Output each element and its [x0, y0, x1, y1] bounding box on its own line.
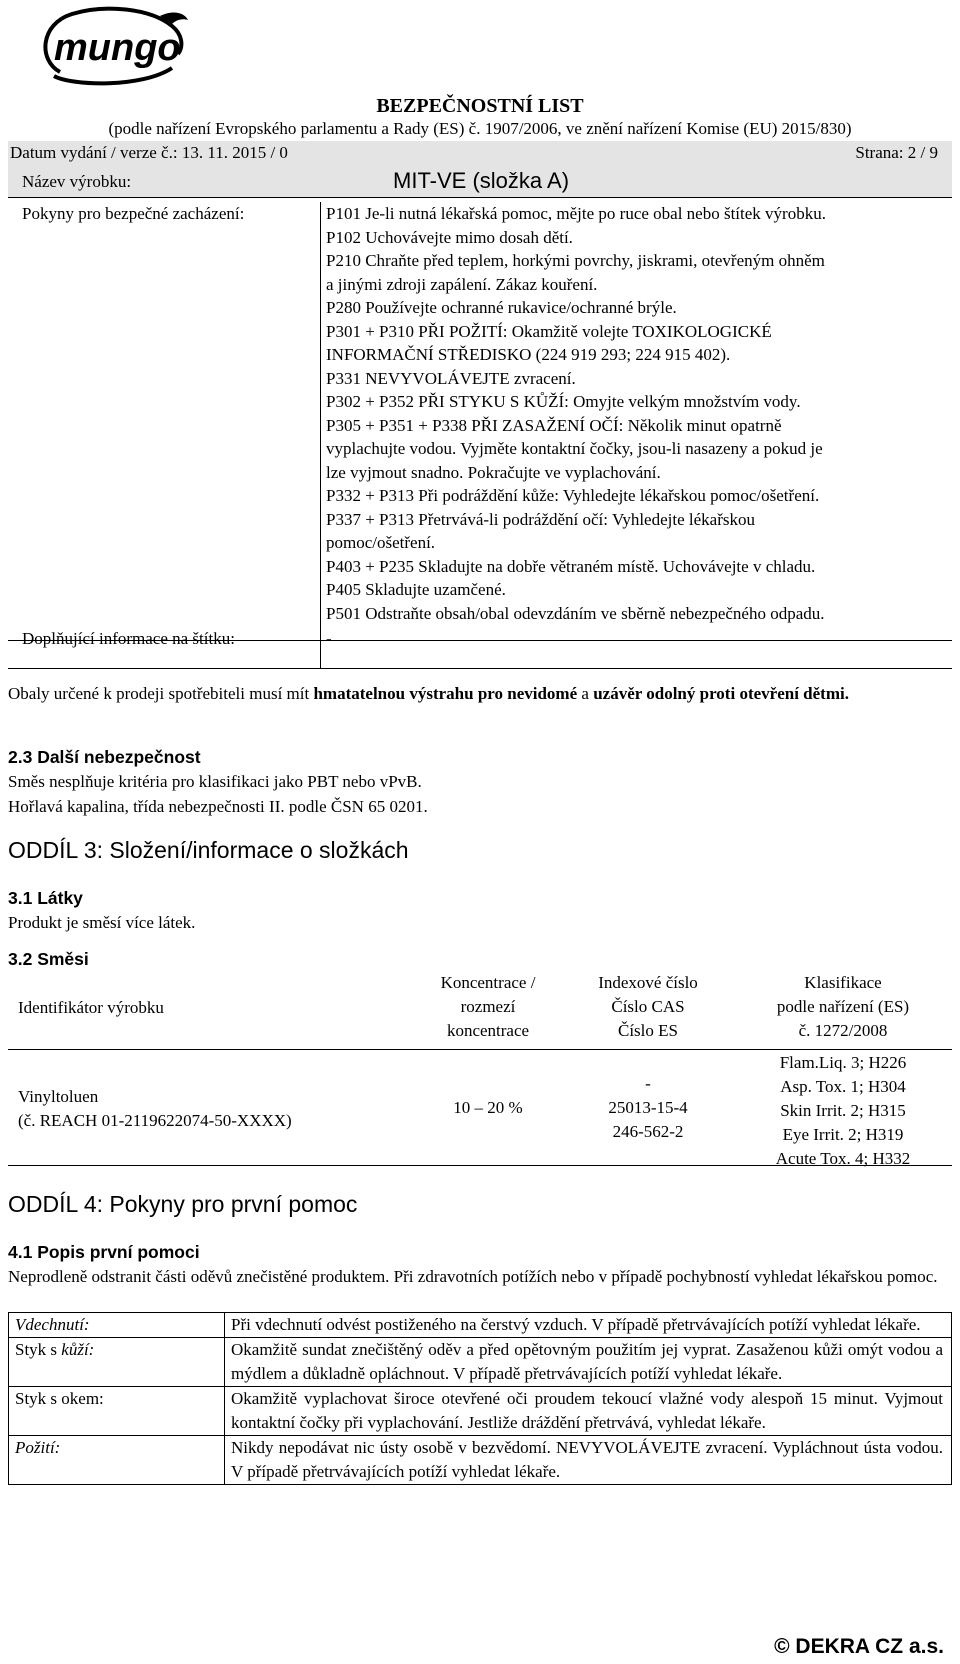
product-name: MIT-VE (složka A)	[393, 168, 570, 193]
issue-row	[8, 141, 952, 165]
table-row	[8, 1312, 952, 1338]
es-number: 246-562-2	[612, 1122, 684, 1141]
safety-instruction-line: P403 + P235 Skladujte na dobře větraném místě. Uchovávejte v chladu.	[326, 556, 816, 576]
section-4-1-title: 4.1 Popis první pomoci	[8, 1242, 200, 1262]
index-number: -	[645, 1074, 651, 1093]
issue-date: Datum vydání / verze č.: 13. 11. 2015 / 0	[10, 143, 288, 162]
table-row	[8, 1387, 952, 1436]
mixtures-table	[8, 965, 952, 1168]
safety-instruction-line: a jinými zdroji zapálení. Zákaz kouření.	[326, 274, 598, 294]
header-identifier: Identifikátor výrobku	[18, 998, 164, 1017]
reach-number: (č. REACH 01-2119622074-50-XXXX)	[18, 1111, 292, 1130]
table-row	[18, 1085, 292, 1133]
copyright: © DEKRA CZ a.s.	[774, 1635, 944, 1658]
safety-instruction-line: P305 + P351 + P338 PŘI ZASAŽENÍ OČÍ: Několik minut opatrně	[326, 415, 782, 435]
section-2-3-line-1: Směs nesplňuje kritéria pro klasifikaci jako PBT nebo vPvB.	[8, 772, 422, 791]
first-aid-text: Při vdechnutí odvést postiženého na čerstvý vzduch. V případě přetrvávajících potíží vyhledat lékaře.	[225, 1313, 952, 1337]
product-label: Název výrobku:	[22, 172, 132, 191]
safety-instruction-line: P280 Používejte ochranné rukavice/ochranné brýle.	[326, 298, 677, 317]
section-2-3-title: 2.3 Další nebezpečnost	[8, 747, 201, 767]
document-title: BEZPEČNOSTNÍ LIST	[376, 95, 584, 117]
section-3-1-text: Produkt je směsí více látek.	[8, 913, 196, 932]
product-row	[8, 165, 952, 198]
section-3-title: ODDÍL 3: Složení/informace o složkách	[8, 837, 409, 863]
header-index: Indexové číslo Číslo CAS Číslo ES	[598, 973, 698, 1040]
document-header	[8, 0, 952, 200]
identifiers-cell	[568, 1072, 728, 1144]
concentration-value: 10 – 20 %	[453, 1098, 523, 1117]
safety-instruction-line: vyplachujte vodou. Vyjměte kontaktní čočky, jsou-li nasazeny a pokud je	[326, 439, 823, 458]
safety-instruction-line: INFORMAČNÍ STŘEDISKO (224 919 293; 224 915 402).	[326, 345, 731, 364]
first-aid-label: Vdechnutí:	[8, 1313, 225, 1337]
divider	[8, 668, 952, 669]
first-aid-label: Požití:	[8, 1436, 225, 1484]
safety-instruction-line: P302 + P352 PŘI STYKU S KŮŽÍ: Omyjte velkým množstvím vody.	[326, 392, 801, 411]
safety-instruction-line: P331 NEVYVOLÁVEJTE zvracení.	[326, 368, 576, 388]
packaging-note: Obaly určené k prodeji spotřebiteli musí mít hmatatelnou výstrahu pro nevidomé a uzávěr odolný proti otevření dětmi.	[8, 684, 849, 703]
safety-instruction-line: P102 Uchovávejte mimo dosah dětí.	[326, 227, 573, 247]
first-aid-text: Okamžitě sundat znečištěný oděv a před opětovným použitím jej vyprat. Zasaženou kůži omýt vodou a mýdlem a důkladně opláchnout. V případě přetrvávajících potíží vyhledat lékaře.	[225, 1338, 952, 1386]
section-3-2-title: 3.2 Směsi	[8, 949, 89, 969]
section-2-3-line-2: Hořlavá kapalina, třída nebezpečnosti II. podle ČSN 65 0201.	[8, 797, 428, 816]
header-concentration: Koncentrace / rozmezí koncentrace	[440, 973, 536, 1040]
table-row	[8, 1436, 952, 1485]
label-info-table	[8, 202, 952, 651]
substance-name: Vinyltoluen	[18, 1087, 99, 1106]
section-3-1-title: 3.1 Látky	[8, 888, 83, 908]
first-aid-label: Styk s okem:	[8, 1387, 225, 1435]
section-4-1-intro: Neprodleně odstranit části oděvů znečistěné produktem. Při zdravotních potížích nebo v případě pochybností vyhledat lékařskou pomoc.	[8, 1267, 938, 1286]
safety-instruction-line: P501 Odstraňte obsah/obal odevzdáním ve sběrně nebezpečného odpadu.	[326, 603, 825, 623]
classification-cell: Flam.Liq. 3; H226 Asp. Tox. 1; H304 Skin Irrit. 2; H315 Eye Irrit. 2; H319 Acute Tox. 4; H332	[775, 1053, 911, 1168]
divider	[8, 1049, 952, 1050]
first-aid-label: Styk s kůží:	[8, 1338, 225, 1386]
page-number: Strana: 2 / 9	[855, 143, 938, 162]
mungo-logo	[32, 2, 192, 90]
additional-info-label: Doplňující informace na štítku:	[22, 629, 235, 648]
table-row	[8, 1338, 952, 1387]
safety-instructions-row	[8, 202, 952, 625]
section-4-title: ODDÍL 4: Pokyny pro první pomoc	[8, 1191, 358, 1217]
document-page	[8, 0, 952, 1658]
safety-instruction-line: lze vyjmout snadno. Pokračujte ve vyplachování.	[326, 462, 661, 482]
first-aid-text: Nikdy nepodávat nic ústy osobě v bezvědomí. NEVYVOLÁVEJTE zvracení. Vypláchnout ústa vodou. V případě přetrvávajících potíží vyhledat lékaře.	[225, 1436, 952, 1484]
header-classification: Klasifikace podle nařízení (ES) č. 1272/2008	[776, 973, 910, 1040]
cas-number: 25013-15-4	[608, 1098, 688, 1117]
safety-instruction-line: P210 Chraňte před teplem, horkými povrchy, jiskrami, otevřeným ohněm	[326, 251, 825, 270]
safety-instruction-line: P301 + P310 PŘI POŽITÍ: Okamžitě volejte TOXIKOLOGICKÉ	[326, 321, 772, 341]
first-aid-table	[8, 1312, 952, 1485]
additional-info-value: -	[326, 629, 332, 648]
safety-instruction-line: P332 + P313 Při podráždění kůže: Vyhledejte lékařskou pomoc/ošetření.	[326, 486, 820, 505]
divider	[320, 202, 321, 668]
safety-instructions-content	[320, 202, 952, 625]
additional-info-row	[8, 627, 952, 651]
safety-instruction-line: P337 + P313 Přetrvává-li podráždění očí: Vyhledejte lékařskou	[326, 509, 755, 529]
first-aid-text: Okamžitě vyplachovat široce otevřené oči proudem tekoucí vlažné vody alespoň 15 minut. Vyjmout kontaktní čočky při vyplachování. Jestliže dráždění přetrvává, vyhledat lékaře.	[225, 1387, 952, 1435]
safety-instructions-label: Pokyny pro bezpečné zacházení:	[22, 204, 245, 223]
divider	[8, 640, 952, 641]
safety-instruction-line: P101 Je-li nutná lékařská pomoc, mějte po ruce obal nebo štítek výrobku.	[326, 204, 826, 223]
safety-instruction-line: P405 Skladujte uzamčené.	[326, 580, 506, 599]
safety-instruction-line: pomoc/ošetření.	[326, 533, 436, 552]
regulation-reference: (podle nařízení Evropského parlamentu a Rady (ES) č. 1907/2006, ve znění nařízení Komise (EU) 2015/830)	[108, 119, 852, 138]
logo-text: mungo	[54, 27, 181, 69]
